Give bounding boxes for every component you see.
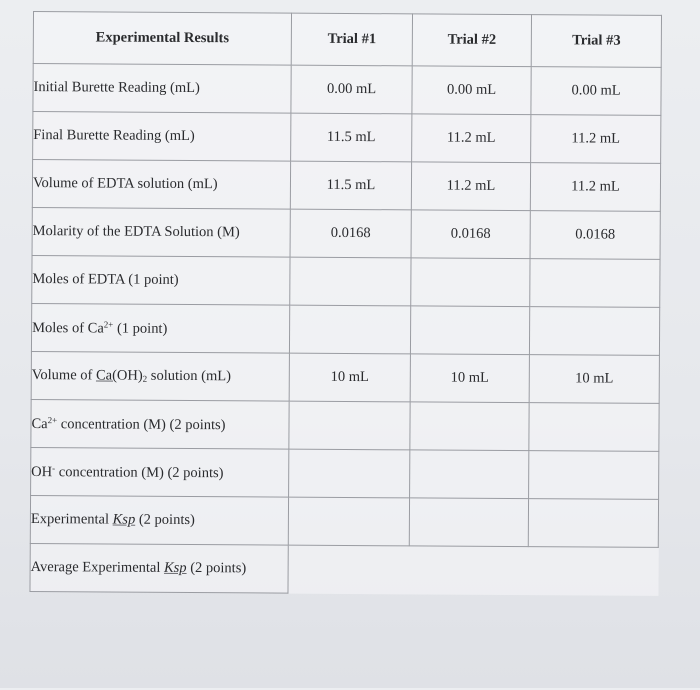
trial-3-value[interactable] [529,403,659,452]
trial-3-value: 0.00 mL [531,67,661,116]
trial-2-value[interactable] [409,498,528,547]
trial-3-value: 11.2 mL [530,163,660,212]
table-row [30,496,658,548]
trial-1-header: Trial #1 [291,13,412,66]
experimental-results-table [29,11,662,596]
trial-1-value[interactable] [288,497,409,546]
table-row [31,400,659,452]
header-row [33,12,661,68]
trial-1-value: 0.00 mL [291,65,412,114]
row-label: Initial Burette Reading (mL) [33,64,291,114]
trial-2-value: 11.2 mL [411,162,530,211]
trial-3-value: 0.0168 [530,211,660,260]
trial-2-value[interactable] [410,306,529,355]
trial-1-value[interactable] [289,305,410,354]
trial-1-value[interactable] [290,257,411,306]
trial-1-value: 11.5 mL [291,113,412,162]
row-label: Volume of EDTA solution (mL) [32,160,290,210]
trial-3-value: 10 mL [529,355,659,404]
trial-3-header: Trial #3 [531,15,661,68]
trial-2-value: 0.00 mL [412,66,531,115]
trial-1-value: 10 mL [289,353,410,402]
trial-3-value[interactable] [528,499,658,548]
trial-1-value[interactable] [289,449,410,498]
trial-1-value: 0.0168 [290,209,411,258]
row-label: OH- concentration (M) (2 points) [31,448,289,498]
table-row [33,112,661,164]
row-label: Molarity of the EDTA Solution (M) [32,208,290,258]
trial-3-value[interactable] [530,259,660,308]
trial-2-value[interactable] [410,450,529,499]
trial-2-value: 11.2 mL [412,114,531,163]
trial-2-value: 0.0168 [411,210,530,259]
row-label: Moles of EDTA (1 point) [32,256,290,306]
trial-2-header: Trial #2 [412,14,531,67]
row-label: Volume of $Ca(OH)_2$ solution (mL) [31,352,289,402]
trial-3-value[interactable] [529,307,659,356]
table-row [30,544,658,596]
trial-2-value: 10 mL [410,354,529,403]
table-row [31,448,659,500]
row-label: Average Experimental Ksp (2 points) [30,544,288,594]
table-row [32,208,660,260]
table-row [31,304,659,356]
table-title: Experimental Results [33,12,291,66]
table-row [32,256,660,308]
trial-3-value: 11.2 mL [531,115,661,164]
trial-3-value[interactable] [529,451,659,500]
trial-1-value: 11.5 mL [290,161,411,210]
row-label: Moles of $Ca^{2+}$ (1 point) [31,304,289,354]
row-label: Experimental Ksp (2 points) [30,496,288,546]
row-label: Final Burette Reading (mL) [33,112,291,162]
table-row [31,352,659,404]
trial-1-value[interactable] [289,401,410,450]
table-row [33,64,661,116]
trial-2-value[interactable] [411,258,530,307]
trial-2-value[interactable] [410,402,529,451]
table-row [32,160,660,212]
row-label: $Ca^{2+}$ concentration (M) (2 points) [31,400,289,450]
